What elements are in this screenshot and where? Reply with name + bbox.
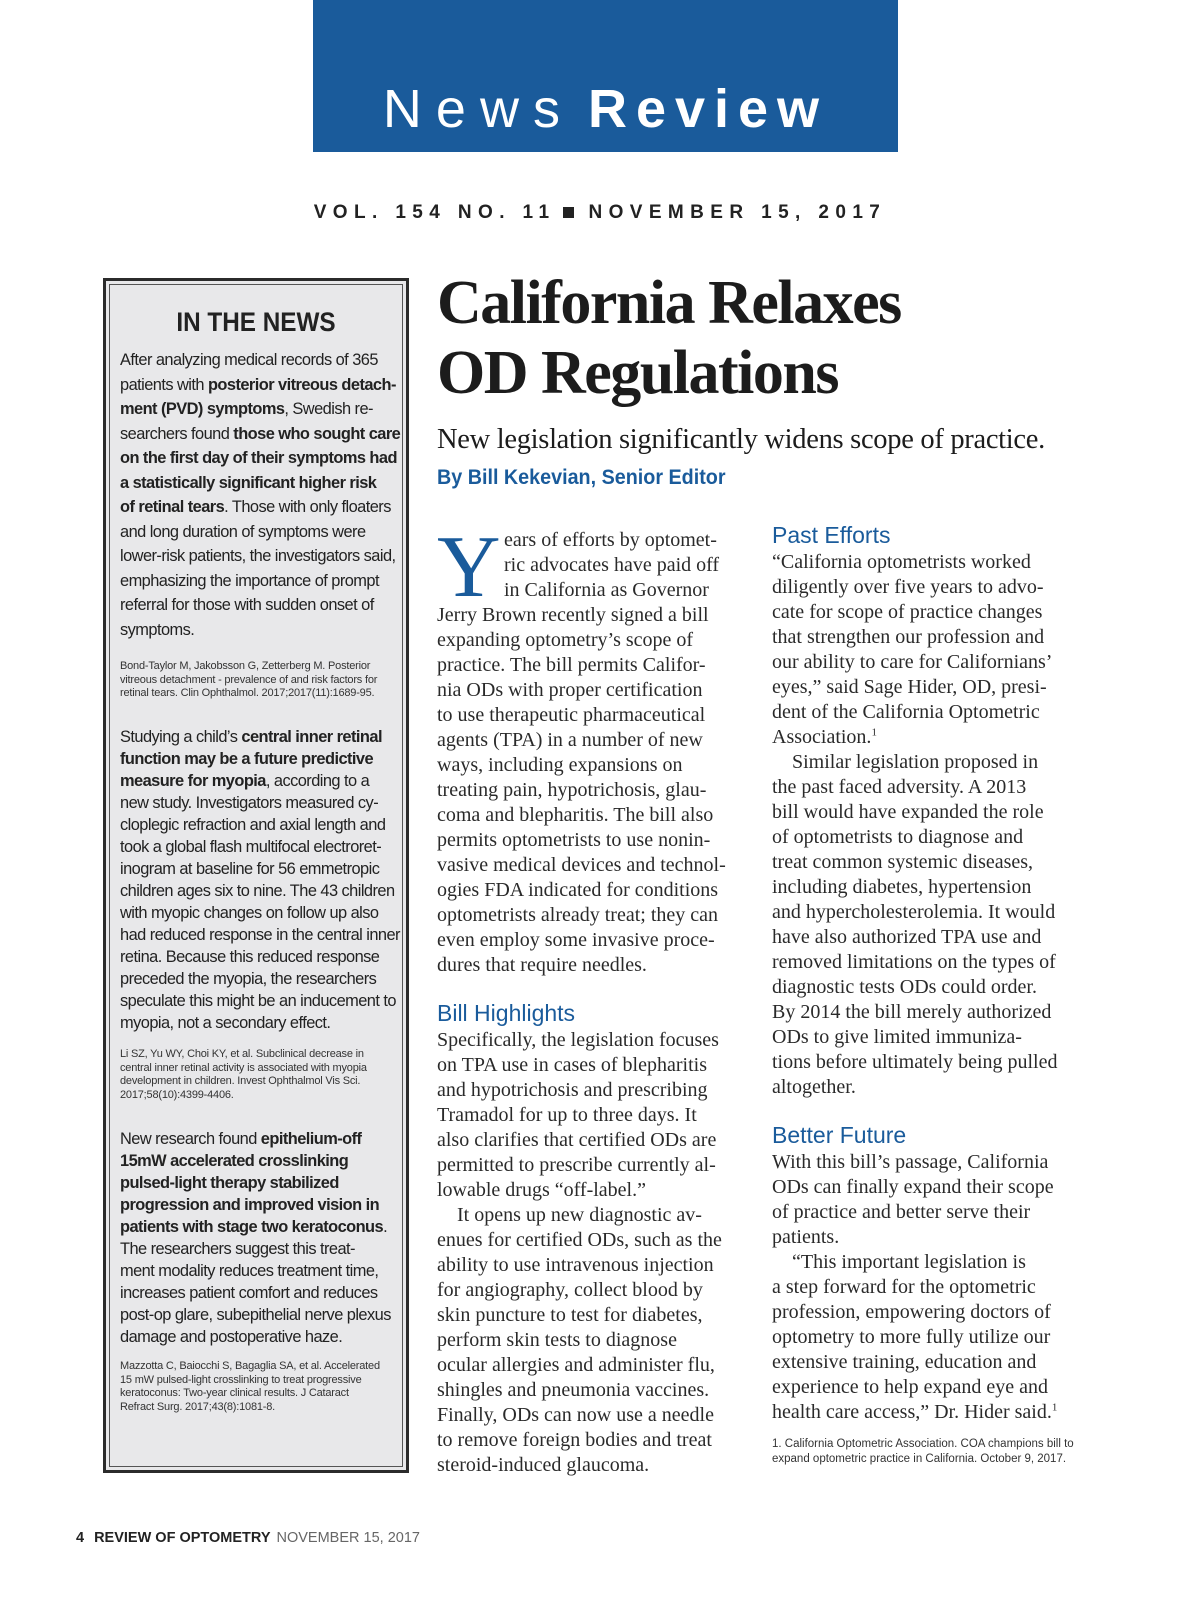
text-line: in California as Governor — [504, 579, 709, 601]
text-line: patients. — [772, 1226, 840, 1248]
text-line: skin puncture to test for diabetes, — [437, 1304, 703, 1326]
footer-date: NOVEMBER 15, 2017 — [276, 1530, 420, 1546]
text-run: , according to a — [265, 772, 370, 790]
body-paragraph — [437, 1028, 747, 1203]
text-line: also clarifies that certified ODs are — [437, 1129, 717, 1151]
text-line: It opens up new diagnostic av- — [457, 1204, 702, 1226]
text-line: of practice and better serve their — [772, 1201, 1031, 1223]
sidebar-title: IN THE NEWS — [176, 307, 336, 337]
text-run: post-op glare, subepithelial nerve plexus — [120, 1306, 391, 1324]
text-run: preceded the myopia, the researchers — [120, 970, 377, 988]
text-line: even employ some invasive proce- — [437, 929, 715, 951]
reference-line: 2017;58(10):4399-4406. — [120, 1088, 234, 1101]
text-line: diagnostic tests ODs could order. — [772, 976, 1037, 998]
text-run: emphasizing the importance of prompt — [120, 571, 379, 590]
text-line — [120, 618, 392, 643]
body-paragraph — [772, 750, 1092, 1100]
text-line — [120, 924, 400, 946]
reference-line: retinal tears. Clin Ophthalmol. 2017;2017(11):1689-95. — [120, 687, 375, 700]
text-line: agents (TPA) in a number of new — [437, 729, 703, 751]
text-line: Specifically, the legislation focuses — [437, 1029, 719, 1051]
text-run: inogram at baseline for 56 emmetropic — [120, 860, 380, 878]
text-line — [120, 968, 392, 990]
news-item-3 — [120, 1128, 392, 1414]
text-run: lower-risk patients, the investigators said, — [120, 547, 396, 565]
text-line: extensive training, education and — [772, 1351, 1037, 1373]
section-title: News Review — [382, 79, 829, 139]
text-run: searchers found — [120, 424, 234, 443]
text-line: a step forward for the optometric — [772, 1276, 1036, 1298]
text-run: After analyzing medical records of 365 — [120, 351, 378, 369]
footnote-marker: 1 — [1051, 1401, 1058, 1414]
text-line — [120, 495, 392, 520]
text-line: Association.$^1$ — [772, 726, 877, 748]
news-item-text — [120, 348, 401, 642]
drop-cap: Y — [437, 519, 501, 616]
text-run: retina. Because this reduced response — [120, 948, 380, 966]
masthead-banner — [313, 0, 898, 152]
text-line: “California optometrists worked — [772, 551, 1031, 573]
text-line: the past faced adversity. A 2013 — [772, 776, 1027, 798]
text-line — [120, 1282, 392, 1304]
subheading-better-future: Better Future — [772, 1122, 907, 1148]
text-run: ment modality reduces treatment time, — [120, 1262, 379, 1280]
news-item-reference — [120, 1048, 392, 1102]
text-line: have also authorized TPA use and — [772, 926, 1042, 948]
text-line: profession, empowering doctors of — [772, 1301, 1051, 1323]
text-line — [120, 373, 396, 398]
text-run: took a global flash multifocal electroret- — [120, 838, 382, 856]
in-the-news-sidebar — [103, 278, 409, 1473]
text-run: damage and postoperative haze. — [120, 1328, 343, 1346]
text-line: With this bill’s passage, California — [772, 1151, 1049, 1173]
bold-text: measure for myopia — [120, 772, 266, 790]
text-line: ODs to give limited immuniza- — [772, 1026, 1022, 1048]
reference-line: Li SZ, Yu WY, Choi KY, et al. Subclinical decrease in — [120, 1048, 364, 1060]
news-item-1 — [120, 348, 401, 701]
bold-text: epithelium-off — [260, 1130, 362, 1148]
reference-line: vitreous detachment - prevalence of and risk factors for — [120, 673, 378, 686]
text-line: Jerry Brown recently signed a bill — [437, 604, 709, 626]
news-item-2 — [120, 726, 400, 1102]
bold-text: progression and improved vision in — [120, 1196, 380, 1214]
text-run: . Those with only floaters — [224, 498, 391, 516]
text-line — [120, 397, 392, 422]
text-line — [120, 569, 392, 594]
text-line — [120, 836, 392, 858]
text-run: with myopic changes on follow up also — [120, 904, 379, 922]
news-item-text — [120, 726, 400, 1034]
text-line: cate for scope of practice changes — [772, 601, 1043, 623]
text-run: children ages six to nine. The 43 children — [120, 882, 395, 900]
text-line: bill would have expanded the role — [772, 801, 1044, 823]
text-line — [120, 1326, 392, 1348]
body-paragraph — [437, 603, 747, 978]
text-line — [120, 1172, 392, 1194]
text-run: patients with — [120, 375, 208, 394]
text-line: optometrists already treat; they can — [437, 904, 719, 926]
subheading-bill-highlights: Bill Highlights — [437, 1000, 576, 1026]
text-line — [120, 446, 397, 471]
text-run: The researchers suggest this treat- — [120, 1240, 355, 1258]
text-line: of optometrists to diagnose and — [772, 826, 1024, 848]
text-line: steroid-induced glaucoma. — [437, 1454, 650, 1476]
text-line: tions before ultimately being pulled — [772, 1051, 1058, 1073]
text-line: eyes,” said Sage Hider, OD, presi- — [772, 676, 1047, 698]
bold-text: patients with stage two keratoconus — [120, 1218, 384, 1236]
text-line — [120, 1012, 392, 1034]
text-line — [120, 990, 396, 1012]
text-line — [120, 726, 392, 748]
body-paragraph — [772, 550, 1092, 750]
text-line: Similar legislation proposed in — [792, 751, 1039, 773]
issue-line — [0, 202, 1200, 224]
text-line: shingles and pneumonia vaccines. — [437, 1379, 710, 1401]
text-line — [120, 792, 392, 814]
text-run: myopia, not a secondary effect. — [120, 1014, 331, 1032]
text-line — [120, 1304, 392, 1326]
text-run: had reduced response in the central inner — [120, 926, 400, 944]
text-line: treating pain, hypotrichosis, glau- — [437, 779, 707, 801]
text-line: dent of the California Optometric — [772, 701, 1040, 723]
text-run: new study. Investigators measured cy- — [120, 794, 379, 812]
bold-text: those who sought care — [233, 424, 401, 443]
text-run: . — [383, 1218, 388, 1236]
reference-line: 15 mW pulsed-light crosslinking to treat progressive — [120, 1373, 362, 1386]
text-line: diligently over five years to advo- — [772, 576, 1044, 598]
text-line — [120, 422, 401, 447]
text-line: enues for certified ODs, such as the — [437, 1229, 722, 1251]
text-run: cloplegic refraction and axial length and — [120, 816, 386, 834]
text-line — [120, 770, 392, 792]
text-line: nia ODs with proper certification — [437, 679, 703, 701]
publication-name: REVIEW OF OPTOMETRY — [94, 1530, 271, 1546]
text-run: New research found — [120, 1130, 261, 1148]
reference-line: central inner retinal activity is associated with myopia — [120, 1061, 367, 1074]
bold-text: of retinal tears — [120, 498, 225, 516]
text-line: Finally, ODs can now use a needle — [437, 1404, 714, 1426]
text-line: on TPA use in cases of blepharitis — [437, 1054, 707, 1076]
text-line: expanding optometry’s scope of — [437, 629, 694, 651]
text-run: and long duration of symptoms were — [120, 522, 366, 541]
article-byline: By Bill Kekevian, Senior Editor — [437, 466, 726, 489]
text-line: lowable drugs “off-label.” — [437, 1179, 646, 1201]
text-line: ways, including expansions on — [437, 754, 683, 776]
text-line: practice. The bill permits Califor- — [437, 654, 706, 676]
footnote-marker: 1 — [871, 726, 877, 739]
text-line: perform skin tests to diagnose — [437, 1329, 677, 1351]
text-line: Tramadol for up to three days. It — [437, 1104, 697, 1126]
bold-text: posterior vitreous detach- — [207, 375, 396, 394]
separator-square-icon — [563, 207, 574, 218]
text-line — [120, 1216, 392, 1238]
text-line: health care access,” Dr. Hider said.$^1$ — [772, 1401, 1058, 1423]
text-line: and hypercholesterolemia. It would — [772, 901, 1056, 923]
text-line: removed limitations on the types of — [772, 951, 1056, 973]
text-line — [120, 544, 396, 569]
reference-line: Refract Surg. 2017;43(8):1081-8. — [120, 1400, 276, 1413]
bold-text: on the first day of their symptoms had — [120, 449, 397, 467]
reference-line: expand optometric practice in California. October 9, 2017. — [772, 1453, 1067, 1465]
text-run: increases patient comfort and reduces — [120, 1284, 378, 1302]
text-line — [120, 520, 392, 545]
reference-line: keratoconus: Two-year clinical results. J Cataract — [120, 1387, 349, 1400]
text-line: experience to help expand eye and — [772, 1376, 1048, 1398]
text-line — [120, 1238, 392, 1260]
reference-line: 1. California Optometric Association. COA champions bill to — [772, 1438, 1074, 1450]
text-line: to remove foreign bodies and treat — [437, 1429, 712, 1451]
text-run: referral for those with sudden onset of — [120, 596, 374, 614]
article-headline: California Relaxes OD Regulations — [437, 269, 901, 407]
body-paragraph — [772, 1150, 1092, 1250]
issue-volume: VOL. 154 NO. 11 — [313, 202, 556, 223]
bold-text: ment (PVD) symptoms — [120, 400, 285, 418]
text-line — [120, 858, 392, 880]
text-line: By 2014 the bill merely authorized — [772, 1001, 1052, 1023]
text-line — [120, 348, 392, 373]
text-line: ability to use intravenous injection — [437, 1254, 714, 1276]
text-line: treat common systemic diseases, — [772, 851, 1034, 873]
text-line: and hypotrichosis and prescribing — [437, 1079, 708, 1101]
text-line: ogies FDA indicated for conditions — [437, 879, 719, 901]
text-run: , Swedish re- — [284, 400, 373, 418]
text-line: permitted to prescribe currently al- — [437, 1154, 716, 1176]
subheading-past-efforts: Past Efforts — [772, 522, 891, 548]
text-line — [120, 471, 392, 496]
text-line: for angiography, collect blood by — [437, 1279, 703, 1301]
bold-text: central inner retinal — [241, 728, 382, 746]
text-line: “This important legislation is — [792, 1251, 1026, 1273]
text-line: permits optometrists to use nonin- — [437, 829, 711, 851]
text-line: ric advocates have paid off — [504, 554, 720, 576]
text-line: dures that require needles. — [437, 954, 647, 976]
text-run: Studying a child’s — [120, 728, 242, 746]
text-line: ocular allergies and administer flu, — [437, 1354, 715, 1376]
reference-line: Bond-Taylor M, Jakobsson G, Zetterberg M. Posterior — [120, 660, 371, 672]
bold-text: function may be a future predictive — [120, 750, 374, 768]
issue-date: NOVEMBER 15, 2017 — [588, 202, 887, 223]
text-line: ears of efforts by optomet- — [504, 529, 717, 551]
text-line: ODs can finally expand their scope — [772, 1176, 1054, 1198]
bold-text: pulsed-light therapy stabilized — [120, 1174, 339, 1192]
body-paragraph — [437, 1203, 747, 1478]
article-column-1 — [437, 519, 747, 1478]
bold-text: a statistically significant higher risk — [120, 473, 377, 492]
body-paragraph — [772, 1250, 1092, 1425]
text-line — [120, 902, 392, 924]
text-line — [120, 814, 392, 836]
text-line: including diabetes, hypertension — [772, 876, 1032, 898]
reference-line: Mazzotta C, Baiocchi S, Bagaglia SA, et al. Accelerated — [120, 1360, 380, 1372]
text-line — [120, 748, 392, 770]
text-line — [120, 1260, 392, 1282]
page-footer — [76, 1530, 420, 1546]
page-number: 4 — [76, 1530, 85, 1546]
text-line: our ability to care for Californians’ — [772, 651, 1053, 673]
bold-text: 15mW accelerated crosslinking — [120, 1152, 349, 1170]
news-item-reference — [120, 1360, 392, 1414]
text-line — [120, 1194, 392, 1216]
text-line — [120, 946, 392, 968]
text-line: altogether. — [772, 1076, 856, 1098]
text-line: optometry to more fully utilize our — [772, 1326, 1051, 1348]
article-column-2 — [772, 520, 1092, 1467]
text-line — [120, 880, 395, 902]
article-deck: New legislation significantly widens scope of practice. — [437, 424, 1045, 455]
text-line: that strengthen our profession and — [772, 626, 1045, 648]
text-line — [120, 1150, 392, 1172]
text-line: to use therapeutic pharmaceutical — [437, 704, 706, 726]
text-line: vasive medical devices and technol- — [437, 854, 726, 876]
news-item-reference — [120, 660, 392, 701]
news-item-text — [120, 1128, 392, 1348]
reference-line: development in children. Invest Ophthalmol Vis Sci. — [120, 1075, 361, 1088]
text-line — [120, 1128, 392, 1150]
text-run: symptoms. — [120, 620, 195, 639]
article-footnote — [772, 1437, 1092, 1467]
text-line — [120, 593, 392, 618]
text-run: speculate this might be an inducement to — [120, 992, 396, 1010]
text-line: coma and blepharitis. The bill also — [437, 804, 714, 826]
